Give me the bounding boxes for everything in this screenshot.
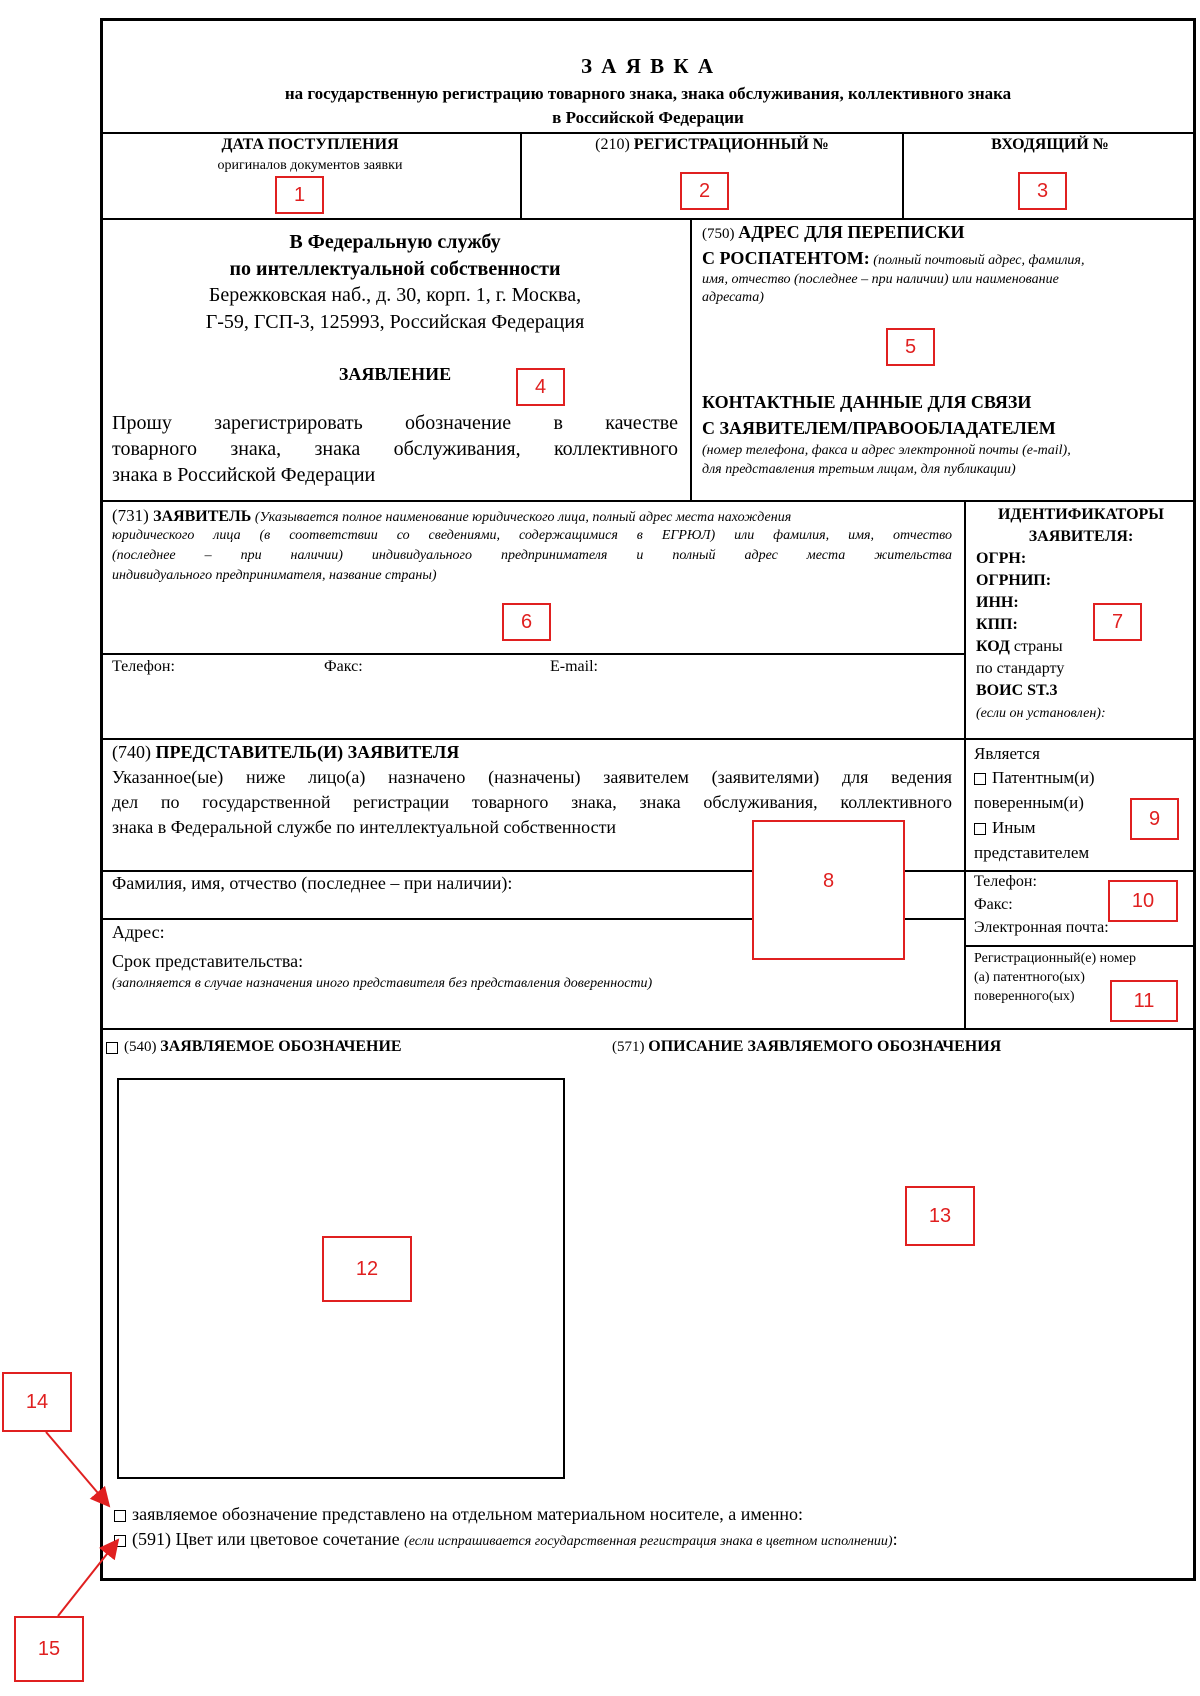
- marker-4: 4: [516, 368, 565, 406]
- other-representative-label1: Иным: [992, 818, 1036, 837]
- marker-9: 9: [1130, 798, 1179, 840]
- divider: [690, 218, 692, 501]
- representative-term-note: (заполняется в случае назначения иного представителя без представления доверенности): [112, 976, 653, 991]
- marker-11: 11: [1110, 980, 1178, 1022]
- representative-code: (740): [112, 742, 156, 762]
- applicant-note2: юридического лица (в соответствии со сведениями, содержащимися в ЕГРЮЛ) или фамилия, имя, отчество: [112, 528, 952, 543]
- contacts-title1: КОНТАКТНЫЕ ДАННЫЕ ДЛЯ СВЯЗИ: [702, 392, 1032, 412]
- patent-attorney-checkbox[interactable]: [974, 773, 986, 785]
- contacts-note1: (номер телефона, факса и адрес электронной почты (e-mail),: [702, 443, 1071, 458]
- divider: [100, 870, 1196, 872]
- registration-number-label: [522, 136, 902, 154]
- form-subtitle-line1: на государственную регистрацию товарного знака, знака обслуживания, коллективного знака: [284, 84, 1012, 103]
- color-label: (591) Цвет или цветовое сочетание: [132, 1529, 405, 1549]
- attorney-reg-number-label3: поверенного(ых): [974, 989, 1075, 1004]
- applicant-phone-label: Телефон:: [112, 658, 175, 675]
- addressee-line2: по интеллектуальной собственности: [229, 258, 561, 280]
- identifiers-title1: ИДЕНТИФИКАТОРЫ: [997, 506, 1164, 523]
- identifiers-title2: ЗАЯВИТЕЛЯ:: [1028, 528, 1134, 545]
- divider: [100, 500, 1196, 502]
- correspondence-note2: имя, отчество (последнее – при наличии) или наименование: [702, 272, 1059, 287]
- wipo-label: ВОИС ST.3: [976, 682, 1058, 699]
- form-subtitle-line2: в Российской Федерации: [552, 108, 744, 127]
- separate-medium-checkbox[interactable]: [114, 1510, 126, 1522]
- other-representative-checkbox[interactable]: [974, 823, 986, 835]
- other-representative-label2: представителем: [974, 843, 1090, 862]
- marker-12: 12: [322, 1236, 412, 1302]
- applicant-fax-label: Факс:: [324, 658, 363, 675]
- marker-3: 3: [1018, 172, 1067, 210]
- divider: [100, 738, 1196, 740]
- correspondence-title2: С РОСПАТЕНТОМ:: [702, 248, 870, 268]
- incoming-number-label: ВХОДЯЩИЙ №: [991, 136, 1109, 153]
- representative-term-label: Срок представительства:: [112, 951, 304, 971]
- kpp-label: КПП:: [976, 616, 1018, 633]
- separate-medium-option[interactable]: [114, 1504, 803, 1525]
- addressee-line1: В Федеральную службу: [289, 231, 501, 253]
- marker-14: 14: [2, 1372, 72, 1432]
- marker-1: 1: [275, 176, 324, 214]
- marker-15: 15: [14, 1616, 84, 1682]
- representative-address-label: Адрес:: [112, 922, 165, 942]
- representative-title-text: ПРЕДСТАВИТЕЛЬ(И) ЗАЯВИТЕЛЯ: [155, 742, 460, 762]
- marker-13: 13: [905, 1186, 975, 1246]
- divider: [100, 218, 1196, 220]
- representative-is-label: Является: [974, 744, 1040, 763]
- statement-title: ЗАЯВЛЕНИЕ: [338, 364, 452, 384]
- representative-phone-label: Телефон:: [974, 873, 1037, 890]
- applicant-note1: (Указывается полное наименование юридического лица, полный адрес места нахождения: [251, 510, 792, 525]
- wipo-note: (если он установлен):: [976, 706, 1106, 721]
- description-code: (571): [612, 1039, 649, 1055]
- addressee-line4: Г-59, ГСП-3, 125993, Российская Федерация: [205, 311, 585, 333]
- statement-line1: Прошу зарегистрировать обозначение в качестве: [112, 412, 678, 434]
- representative-name-label: Фамилия, имя, отчество (последнее – при наличии):: [112, 873, 513, 893]
- designation-code: (540): [124, 1039, 161, 1055]
- representative-text3: знака в Федеральной службе по интеллектуальной собственности: [112, 817, 617, 837]
- separate-medium-label: заявляемое обозначение представлено на отдельном материальном носителе, а именно:: [132, 1504, 804, 1524]
- receipt-date-subtitle: оригиналов документов заявки: [217, 158, 403, 173]
- designation-title-text: ЗАЯВЛЯЕМОЕ ОБОЗНАЧЕНИЕ: [160, 1038, 402, 1055]
- correspondence-code: (750): [702, 226, 739, 242]
- applicant-note4: индивидуального предпринимателя, название страны): [112, 568, 437, 583]
- attorney-reg-number-label2: (а) патентного(ых): [974, 970, 1085, 985]
- ogrnip-label: ОГРНИП:: [976, 572, 1052, 589]
- applicant-code: (731): [112, 506, 154, 525]
- representative-email-label: Электронная почта:: [974, 919, 1109, 936]
- representative-title: [112, 742, 958, 763]
- statement-line3: знака в Российской Федерации: [112, 464, 376, 486]
- representative-text2: дел по государственной регистрации товарного знака, знака обслуживания, коллективного: [112, 792, 952, 812]
- divider: [964, 500, 966, 1028]
- correspondence-note1: (полный почтовый адрес, фамилия,: [869, 253, 1085, 268]
- ogrn-label: ОГРН:: [976, 550, 1027, 567]
- contacts-title2: С ЗАЯВИТЕЛЕМ/ПРАВООБЛАДАТЕЛЕМ: [702, 418, 1056, 438]
- registration-title: РЕГИСТРАЦИОННЫЙ №: [633, 136, 829, 153]
- receipt-date-title: ДАТА ПОСТУПЛЕНИЯ: [221, 136, 399, 153]
- contacts-note2: для представления третьим лицам, для публикации): [702, 462, 1016, 477]
- divider: [100, 1028, 1196, 1030]
- registration-code: (210): [595, 136, 634, 153]
- applicant-email-label: E-mail:: [550, 658, 598, 675]
- other-representative-option[interactable]: [974, 818, 1036, 838]
- color-checkbox[interactable]: [114, 1535, 126, 1547]
- form-title: З А Я В К А: [580, 54, 716, 78]
- correspondence-address-title: [702, 222, 1192, 243]
- applicant-title-text: ЗАЯВИТЕЛЬ: [153, 508, 252, 525]
- marker-10: 10: [1108, 880, 1178, 922]
- standard-label: по стандарту: [976, 660, 1065, 677]
- correspondence-address-title2: [702, 248, 1192, 269]
- applicant-title: [112, 506, 958, 526]
- addressee-line3: Бережковская наб., д. 30, корп. 1, г. Москва,: [208, 284, 582, 306]
- statement-line2: товарного знака, знака обслуживания, коллективного: [112, 438, 678, 460]
- patent-attorney-option[interactable]: [974, 768, 1095, 788]
- country-code-label: [976, 638, 1063, 656]
- divider: [964, 945, 1196, 947]
- divider: [100, 132, 1196, 134]
- designation-checkbox[interactable]: [106, 1042, 118, 1054]
- divider: [100, 653, 964, 655]
- marker-7: 7: [1093, 603, 1142, 641]
- attorney-reg-number-label1: Регистрационный(е) номер: [974, 951, 1136, 966]
- marker-2: 2: [680, 172, 729, 210]
- patent-attorney-label2: поверенным(и): [974, 793, 1084, 812]
- applicant-note3: (последнее – при наличии) индивидуального предпринимателя и полный адрес места жительства: [112, 548, 952, 563]
- country-code-bold: КОД: [976, 638, 1010, 655]
- marker-5: 5: [886, 328, 935, 366]
- designation-title: [106, 1038, 402, 1056]
- color-note: (если испрашивается государственная регистрация знака в цветном исполнении): [404, 1534, 893, 1549]
- inn-label: ИНН:: [976, 594, 1019, 611]
- description-title: [612, 1038, 1001, 1056]
- correspondence-title1: АДРЕС ДЛЯ ПЕРЕПИСКИ: [738, 222, 965, 242]
- color-colon: :: [892, 1529, 898, 1549]
- representative-text1: Указанное(ые) ниже лицо(а) назначено (назначены) заявителем (заявителями) для ведения: [112, 767, 952, 787]
- color-option[interactable]: [114, 1529, 898, 1550]
- country-code-rest: страны: [1009, 638, 1063, 655]
- correspondence-note3: адресата): [702, 290, 764, 305]
- marker-8: 8: [752, 820, 905, 960]
- description-title-text: ОПИСАНИЕ ЗАЯВЛЯЕМОГО ОБОЗНАЧЕНИЯ: [648, 1038, 1002, 1055]
- marker-6: 6: [502, 603, 551, 641]
- representative-fax-label: Факс:: [974, 896, 1013, 913]
- patent-attorney-label1: Патентным(и): [992, 768, 1095, 787]
